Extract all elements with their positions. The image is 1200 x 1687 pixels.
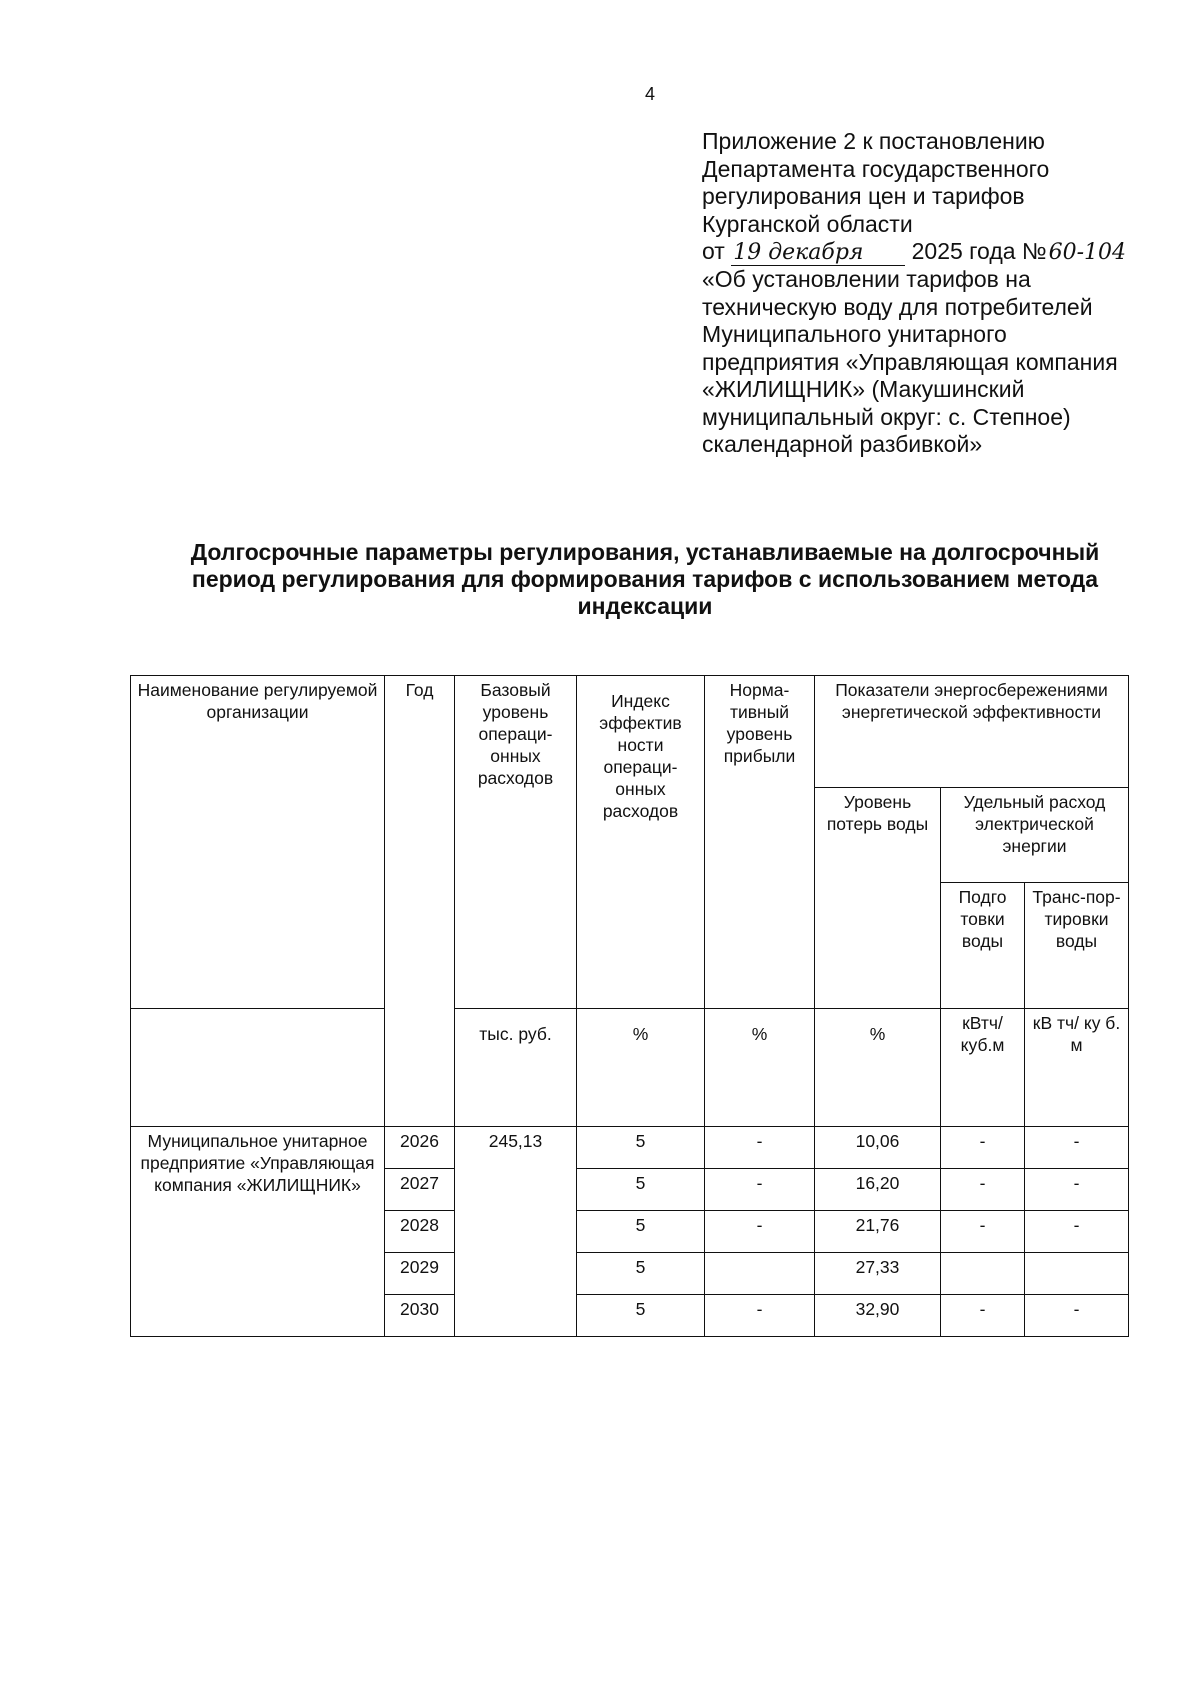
unit-preparation: кВтч/ куб.м: [941, 1009, 1025, 1127]
handwritten-number: 60-104: [1048, 240, 1127, 265]
header-energy-indicators: Показатели энергосбережениями энергетической эффективности: [815, 676, 1129, 788]
appendix-line: Приложение 2 к постановлению: [702, 128, 1045, 154]
appendix-line: «Об установлении тарифов на: [702, 266, 1031, 292]
transport-cell: -: [1025, 1127, 1129, 1169]
header-water-losses: Уровень потерь воды: [815, 788, 941, 1009]
losses-cell: 16,20: [815, 1169, 941, 1211]
title-line: период регулирования для формирования тарифов с использованием метода: [191, 566, 1099, 592]
document-title: [160, 539, 1130, 620]
header-water-preparation: Подго товки воды: [941, 883, 1025, 1009]
appendix-line: муниципальный округ: с. Степное): [702, 403, 1071, 430]
appendix-line: предприятия «Управляющая компания: [702, 348, 1118, 375]
year-cell: 2028: [385, 1211, 455, 1253]
header-efficiency-index: Индекс эффектив ности операци-онных расходов: [577, 676, 705, 1009]
title-line: индексации: [577, 593, 713, 619]
transport-cell: -: [1025, 1169, 1129, 1211]
year-text: 2025 года №: [911, 238, 1047, 264]
header-year: Год: [385, 676, 455, 1127]
profit-cell: -: [705, 1211, 815, 1253]
profit-cell: -: [705, 1295, 815, 1337]
unit-losses: %: [815, 1009, 941, 1127]
title-line: Долгосрочные параметры регулирования, устанавливаемые на долгосрочный: [190, 539, 1100, 565]
profit-cell: -: [705, 1127, 815, 1169]
profit-cell: [705, 1253, 815, 1295]
header-profit-level: Норма-тивный уровень прибыли: [705, 676, 815, 1009]
appendix-line: Муниципального унитарного: [702, 321, 1007, 347]
transport-cell: -: [1025, 1211, 1129, 1253]
header-specific-consumption: Удельный расход электрической энергии: [941, 788, 1129, 883]
losses-cell: 21,76: [815, 1211, 941, 1253]
page-number: 4: [644, 84, 655, 104]
index-cell: 5: [577, 1169, 705, 1211]
prep-cell: -: [941, 1169, 1025, 1211]
table-row: [131, 1127, 1129, 1169]
prep-cell: -: [941, 1211, 1025, 1253]
profit-cell: -: [705, 1169, 815, 1211]
unit-index: %: [577, 1009, 705, 1127]
prep-cell: -: [941, 1127, 1025, 1169]
losses-cell: 10,06: [815, 1127, 941, 1169]
parameters-table: [130, 675, 1129, 1337]
units-empty-cell: [131, 1009, 385, 1127]
appendix-line: Департамента государственного: [702, 155, 1050, 182]
index-cell: 5: [577, 1253, 705, 1295]
transport-cell: -: [1025, 1295, 1129, 1337]
handwritten-date: 19 декабря: [731, 241, 905, 266]
prep-cell: -: [941, 1295, 1025, 1337]
index-cell: 5: [577, 1127, 705, 1169]
header-organization: Наименование регулируемой организации: [131, 676, 385, 1009]
unit-transport: кВ тч/ ку б. м: [1025, 1009, 1129, 1127]
year-cell: 2029: [385, 1253, 455, 1295]
index-cell: 5: [577, 1295, 705, 1337]
appendix-line: техническую воду для потребителей: [702, 293, 1093, 320]
appendix-line: «ЖИЛИЩНИК» (Макушинский: [702, 376, 1025, 402]
base-value-cell: 245,13: [455, 1127, 577, 1337]
losses-cell: 27,33: [815, 1253, 941, 1295]
losses-cell: 32,90: [815, 1295, 941, 1337]
org-name-cell: Муниципальное унитарное предприятие «Управляющая компания «ЖИЛИЩНИК»: [131, 1127, 385, 1337]
year-cell: 2026: [385, 1127, 455, 1169]
appendix-date-line: [702, 238, 1182, 266]
transport-cell: [1025, 1253, 1129, 1295]
year-cell: 2030: [385, 1295, 455, 1337]
header-base-level: Базовый уровень операци-онных расходов: [455, 676, 577, 1009]
year-cell: 2027: [385, 1169, 455, 1211]
header-water-transport: Транс-пор-тировки воды: [1025, 883, 1129, 1009]
unit-profit: %: [705, 1009, 815, 1127]
appendix-line: регулирования цен и тарифов: [702, 183, 1025, 209]
index-cell: 5: [577, 1211, 705, 1253]
unit-base: тыс. руб.: [455, 1009, 577, 1127]
prep-cell: [941, 1253, 1025, 1295]
appendix-line: Курганской области: [702, 210, 913, 237]
from-prefix: от: [702, 238, 725, 264]
appendix-line: скалендарной разбивкой»: [702, 431, 983, 457]
appendix-block: [702, 128, 1182, 459]
